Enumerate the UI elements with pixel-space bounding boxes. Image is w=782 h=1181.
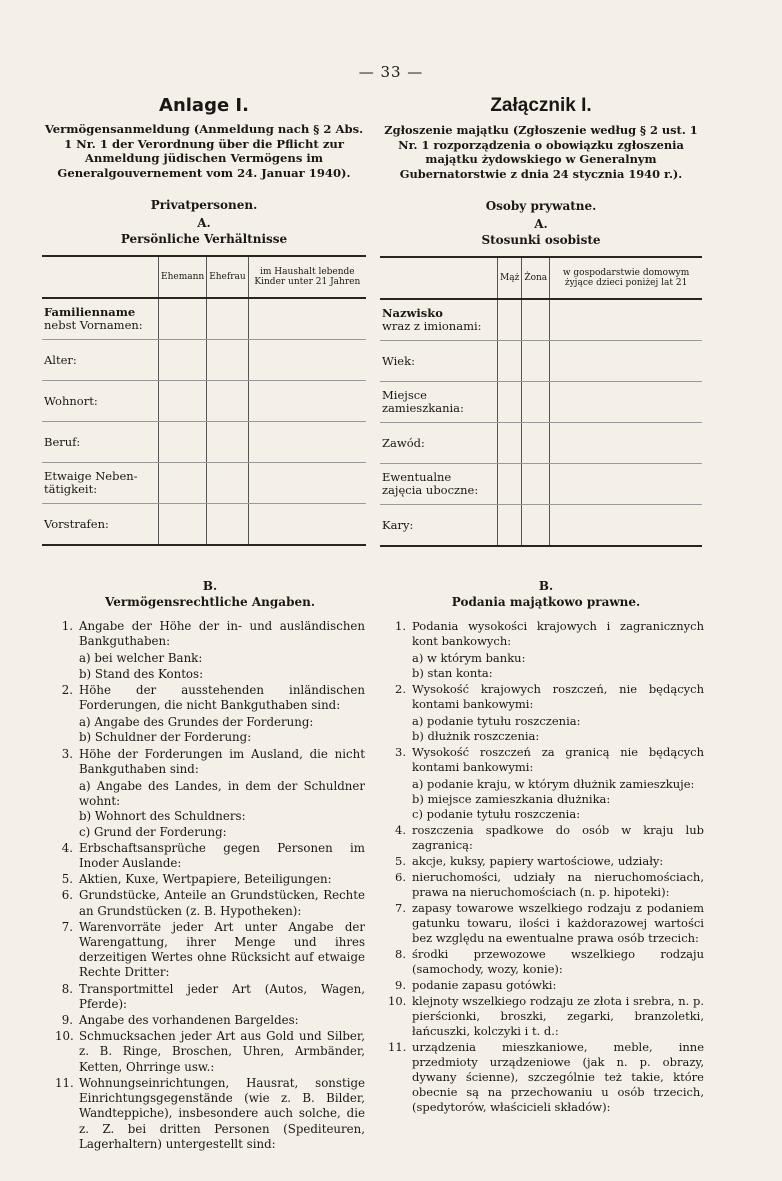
- item-number: 5.: [395, 854, 406, 868]
- item-number: 5.: [61, 872, 73, 887]
- item-text: klejnoty wszelkiego rodzaju ze złota i srebra, n. p. pierścionki, broszki, zegarki, branzoletki, łańcuszki, kolczyki i t. d.:: [412, 994, 704, 1038]
- form-cell[interactable]: [159, 463, 207, 504]
- item-number: 2.: [395, 682, 406, 696]
- form-cell[interactable]: [248, 298, 366, 340]
- form-cell[interactable]: [248, 381, 366, 422]
- item-text: roszczenia spadkowe do osób w kraju lub zagranicą:: [412, 823, 704, 852]
- item-number: 11.: [388, 1040, 407, 1054]
- list-item: [55, 1013, 365, 1028]
- list-item: [388, 854, 704, 869]
- section-b-letter-pl: B.: [538, 579, 554, 593]
- sub-item: b) Wohnort des Schuldners:: [79, 809, 246, 824]
- subhead-de: Privatpersonen.: [150, 198, 258, 213]
- list-item: [55, 872, 365, 887]
- item-text: nieruchomości, udziały na nieruchomościach, prawa na nieruchomościach (n. p. hipoteki):: [412, 870, 704, 899]
- list-item: [388, 682, 704, 744]
- form-cell[interactable]: [498, 464, 522, 505]
- table-row: [42, 340, 366, 381]
- list-item: [388, 901, 704, 946]
- list-item: [388, 978, 704, 993]
- sub-item: b) Schuldner der Forderung:: [79, 730, 252, 745]
- form-cell[interactable]: [550, 299, 702, 341]
- item-text: Transportmittel jeder Art (Autos, Wagen, Pferde):: [79, 981, 365, 1011]
- item-number: 9.: [61, 1013, 73, 1028]
- polish-column: [380, 95, 702, 547]
- form-cell[interactable]: [498, 382, 522, 423]
- table-row: [42, 381, 366, 422]
- item-number: 8.: [395, 947, 406, 961]
- subhead-pl: Osoby prywatne.: [485, 199, 597, 214]
- item-number: 7.: [395, 901, 406, 915]
- list-item: [388, 823, 704, 853]
- row-label: Nazwisko wraz z imionami:: [380, 299, 498, 341]
- header-children: w gospodarstwie domowym żyjące dzieci poniżej lat 21: [550, 257, 702, 299]
- item-number: 3.: [395, 745, 406, 759]
- section-b-title-de: Vermögensrechtliche Angaben.: [105, 595, 315, 609]
- item-text: akcje, kuksy, papiery wartościowe, udziały:: [412, 854, 664, 868]
- item-number: 1.: [61, 619, 73, 633]
- item-number: 2.: [61, 682, 73, 697]
- section-a-title-pl: Stosunki osobiste: [481, 233, 601, 248]
- item-text: Grundstücke, Anteile an Grundstücken, Rechte an Grundstücken (z. B. Hypotheken):: [79, 888, 365, 918]
- sub-item: b) miejsce zamieszkania dłużnika:: [412, 792, 611, 806]
- row-label: Alter:: [42, 340, 159, 381]
- row-label: Beruf:: [42, 422, 159, 463]
- item-number: 8.: [61, 981, 73, 996]
- page-number: — 33 —: [358, 63, 424, 81]
- row-label: Ewentualne zajęcia uboczne:: [380, 464, 498, 505]
- form-cell[interactable]: [248, 340, 366, 381]
- items-list-de: [55, 619, 365, 1152]
- table-row: [380, 505, 702, 547]
- row-label: Wohnort:: [42, 381, 159, 422]
- section-a-title-de: Persönliche Verhältnisse: [120, 232, 288, 247]
- item-text: środki przewozowe wszelkiego rodzaju (samochody, wozy, konie):: [412, 947, 704, 976]
- annex-title-pl: Załącznik I.: [490, 95, 592, 116]
- list-item: [388, 619, 704, 681]
- form-cell[interactable]: [498, 299, 522, 341]
- list-item: [55, 619, 365, 682]
- item-number: 1.: [395, 619, 406, 633]
- list-item: [55, 982, 365, 1012]
- list-item: [55, 920, 365, 981]
- section-b-pl: [388, 575, 704, 1116]
- form-cell[interactable]: [248, 463, 366, 504]
- list-item: [55, 1029, 365, 1075]
- list-item: [55, 747, 365, 840]
- table-row: [380, 464, 702, 505]
- form-cell[interactable]: [550, 382, 702, 423]
- item-text: zapasy towarowe wszelkiego rodzaju z podaniem gatunku towaru, ilości i każdorazowej wartości bez względu na ewentualne prawa osób trzecich:: [412, 901, 704, 945]
- sub-item: c) Grund der Forderung:: [79, 824, 227, 839]
- table-row: [380, 382, 702, 423]
- form-cell[interactable]: [248, 422, 366, 463]
- sub-item: a) Angabe des Landes, in dem der Schuldner wohnt:: [79, 779, 365, 809]
- list-item: [388, 947, 704, 977]
- intro-de: Vermögensanmeldung (Anmeldung nach § 2 Abs. 1 Nr. 1 der Verordnung über die Pflicht zur Anmeldung jüdischen Vermögens im Generalgouvernement vom 24. Januar 1940).: [44, 122, 364, 180]
- form-cell[interactable]: [498, 341, 522, 382]
- item-number: 10.: [55, 1029, 74, 1044]
- form-cell[interactable]: [522, 423, 550, 464]
- sub-item: b) stan konta:: [412, 666, 493, 680]
- item-text: Aktien, Kuxe, Wertpapiere, Beteiligungen:: [79, 872, 332, 887]
- list-item: [388, 1040, 704, 1115]
- table-row: [42, 298, 366, 340]
- form-cell[interactable]: [159, 504, 207, 546]
- header-husband: Mąż: [498, 257, 522, 299]
- header-children: im Haushalt lebende Kinder unter 21 Jahren: [248, 256, 366, 298]
- item-text: Erbschaftsansprüche gegen Personen im Inoder Auslande:: [79, 840, 365, 871]
- item-number: 11.: [55, 1075, 74, 1090]
- form-cell[interactable]: [522, 299, 550, 341]
- sub-item: a) podanie tytułu roszczenia:: [412, 714, 581, 728]
- list-item: [388, 745, 704, 822]
- list-item: [55, 1076, 365, 1152]
- table-row: [380, 299, 702, 341]
- form-cell[interactable]: [207, 463, 249, 504]
- item-number: 9.: [395, 978, 406, 992]
- form-cell[interactable]: [159, 422, 207, 463]
- sub-item: a) w którym banku:: [412, 651, 526, 665]
- table-row: [380, 423, 702, 464]
- form-cell[interactable]: [498, 505, 522, 547]
- row-label: Kary:: [382, 517, 414, 532]
- personal-table-de: [42, 255, 366, 546]
- sub-item: b) dłużnik roszczenia:: [412, 729, 540, 743]
- row-label: Etwaige Neben- tätigkeit:: [42, 463, 159, 504]
- list-item: [388, 994, 704, 1039]
- form-cell[interactable]: [207, 422, 249, 463]
- sub-item: a) podanie kraju, w którym dłużnik zamieszkuje:: [412, 777, 695, 791]
- form-cell[interactable]: [207, 504, 249, 546]
- sub-item: a) Angabe des Grundes der Forderung:: [79, 715, 314, 730]
- list-item: [55, 683, 365, 746]
- header-wife: Ehefrau: [207, 256, 249, 298]
- form-cell[interactable]: [159, 298, 207, 340]
- item-text: Wysokość roszczeń za granicą nie będących kontami bankowymi:: [412, 745, 704, 774]
- item-text: podanie zapasu gotówki:: [412, 978, 557, 992]
- header-wife: Żona: [522, 257, 550, 299]
- list-item: [55, 888, 365, 918]
- row-label: Miejsce zamieszkania:: [380, 382, 498, 423]
- form-cell[interactable]: [207, 381, 249, 422]
- item-text: Schmucksachen jeder Art aus Gold und Silber, z. B. Ringe, Broschen, Uhren, Armbänder, Ketten, Ohrringe usw.:: [79, 1029, 365, 1074]
- header-blank: [42, 256, 159, 298]
- item-number: 7.: [61, 919, 73, 934]
- form-cell[interactable]: [550, 505, 702, 547]
- form-cell[interactable]: [522, 464, 550, 505]
- form-cell[interactable]: [522, 382, 550, 423]
- list-item: [55, 841, 365, 871]
- item-number: 3.: [61, 746, 73, 761]
- form-cell[interactable]: [207, 298, 249, 340]
- section-b-de: [55, 575, 365, 1153]
- item-text: Wysokość krajowych roszczeń, nie będących kontami bankowymi:: [412, 682, 704, 711]
- item-number: 6.: [61, 888, 73, 903]
- item-text: urządzenia mieszkaniowe, meble, inne przedmioty urządzeniowe (jak n. p. obrazy, dywany ścienne), szczególnie też takie, które obecnie są na przechowaniu u osób trzecich, (spedytorów, właścicieli składów):: [412, 1040, 704, 1114]
- item-number: 4.: [61, 840, 73, 855]
- table-row: [42, 463, 366, 504]
- sub-item: c) podanie tytułu roszczenia:: [412, 807, 581, 821]
- list-item: [388, 870, 704, 900]
- header-blank: [380, 257, 498, 299]
- section-b-letter-de: B.: [202, 579, 218, 593]
- items-list-pl: [388, 619, 704, 1115]
- section-a-letter-de: A.: [197, 216, 211, 231]
- header-husband: Ehemann: [159, 256, 207, 298]
- item-text: Höhe der Forderungen im Ausland, die nicht Bankguthaben sind:: [79, 746, 365, 776]
- intro-pl: Zgłoszenie majątku (Zgłoszenie według § 2 ust. 1 Nr. 1 rozporządzenia o obowiązku zgłoszenia majątku żydowskiego w Generalnym Gubernatorstwie z dnia 24 stycznia 1940 r.).: [384, 123, 698, 181]
- row-label: Vorstrafen:: [44, 516, 109, 531]
- annex-title-de: Anlage I.: [159, 95, 249, 116]
- form-cell[interactable]: [550, 464, 702, 505]
- section-a-letter-pl: A.: [534, 217, 548, 232]
- item-text: Warenvorräte jeder Art unter Angabe der Warengattung, ihrer Menge und ihres derzeitigen Wertes ohne Rücksicht auf etwaige Rechte Dritter:: [79, 919, 365, 980]
- form-cell[interactable]: [207, 340, 249, 381]
- item-text: Podania wysokości krajowych i zagranicznych kont bankowych:: [412, 619, 704, 648]
- item-number: 4.: [395, 823, 406, 837]
- german-column: [42, 95, 366, 546]
- form-cell[interactable]: [522, 505, 550, 547]
- item-text: Höhe der ausstehenden inländischen Forderungen, die nicht Bankguthaben sind:: [79, 682, 365, 713]
- row-label: Familienname nebst Vornamen:: [42, 298, 159, 340]
- item-text: Angabe des vorhandenen Bargeldes:: [79, 1013, 299, 1028]
- form-cell[interactable]: [248, 504, 366, 546]
- item-number: 10.: [388, 994, 407, 1008]
- section-b-title-pl: Podania majątkowo prawne.: [451, 595, 641, 609]
- form-cell[interactable]: [550, 423, 702, 464]
- row-label: Wiek:: [380, 341, 498, 382]
- row-label: Zawód:: [380, 423, 498, 464]
- table-row: [42, 504, 366, 546]
- form-cell[interactable]: [159, 381, 207, 422]
- item-text: Angabe der Höhe der in- und ausländischen Bankguthaben:: [79, 619, 365, 649]
- form-cell[interactable]: [550, 341, 702, 382]
- form-cell[interactable]: [159, 340, 207, 381]
- table-row: [380, 341, 702, 382]
- form-cell[interactable]: [522, 341, 550, 382]
- item-number: 6.: [395, 870, 406, 884]
- personal-table-pl: [380, 256, 702, 547]
- item-text: Wohnungseinrichtungen, Hausrat, sonstige Einrichtungsgegenstände (wie z. B. Bilder, Wandteppiche), insbesondere auch solche, die z. Z. bei dritten Personen (Spediteuren, Lagerhaltern) untergestellt sind:: [79, 1075, 365, 1151]
- form-cell[interactable]: [498, 423, 522, 464]
- sub-item: b) Stand des Kontos:: [79, 666, 204, 681]
- sub-item: a) bei welcher Bank:: [79, 651, 203, 666]
- table-row: [42, 422, 366, 463]
